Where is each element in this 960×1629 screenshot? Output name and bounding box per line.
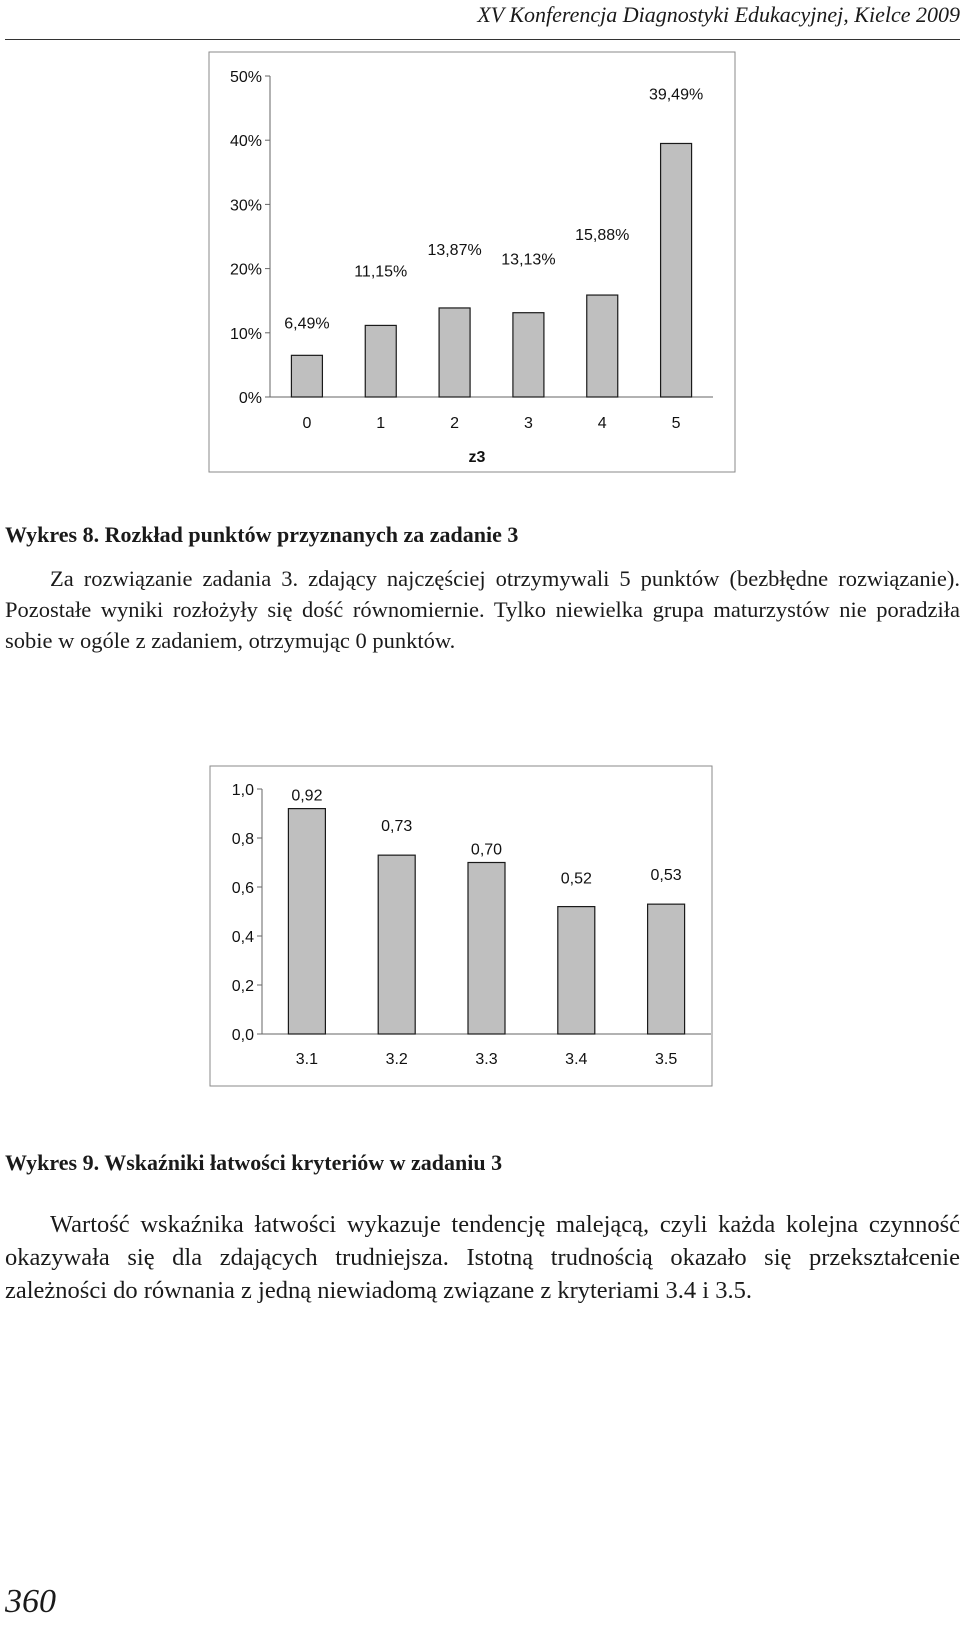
- bar-value-label: 0,73: [381, 818, 413, 836]
- bar-value-label: 13,13%: [501, 251, 556, 269]
- y-tick-label: 20%: [229, 261, 262, 279]
- y-tick-label: 1,0: [231, 782, 254, 799]
- bar: [378, 855, 415, 1034]
- y-tick-label: 10%: [229, 325, 262, 343]
- x-tick-label: 3.3: [475, 1051, 498, 1068]
- y-tick-label: 0,2: [231, 978, 254, 995]
- bar: [558, 907, 595, 1034]
- x-tick-label: 3.5: [654, 1051, 678, 1068]
- x-tick-label: 3.4: [565, 1051, 588, 1068]
- bar: [648, 904, 685, 1034]
- figure-caption-8: Wykres 8. Rozkład punktów przyznanych za zadanie 3: [5, 522, 519, 547]
- page-number: 360: [5, 1583, 56, 1620]
- x-tick-label: 3: [523, 415, 533, 432]
- bar-value-label: 11,15%: [354, 263, 408, 281]
- y-tick-label: 0,6: [231, 880, 254, 897]
- x-axis-title: z3: [468, 449, 486, 466]
- y-tick-label: 0%: [238, 390, 262, 407]
- y-tick-label: 50%: [229, 69, 262, 86]
- bar-value-label: 0,53: [650, 867, 682, 885]
- y-tick-label: 0,4: [231, 929, 254, 946]
- figure-caption-9: Wykres 9. Wskaźniki łatwości kryteriów w zadaniu 3: [5, 1150, 503, 1175]
- x-tick-label: 2: [450, 415, 460, 432]
- x-tick-label: 4: [597, 415, 607, 432]
- y-tick-label: 0,0: [231, 1027, 254, 1044]
- paragraph-2: [5, 1208, 960, 1307]
- paragraph-1-text: Za rozwiązanie zadania 3. zdający najczęściej otrzymywali 5 punktów (bezbłędne rozwiązanie). Pozostałe wyniki rozłożyły się dość równomiernie. Tylko niewielka grupa maturzystów nie poradziła sobie w ogóle z zadaniem, otrzymując 0 punktów.: [5, 566, 960, 653]
- x-tick-label: 1: [376, 415, 386, 432]
- paragraph-2-text: Wartość wskaźnika łatwości wykazuje tendencję malejącą, czyli każda kolejna czynność okazywała się dla zdających trudniejsza. Istotną trudnością okazało się przekształcenie zależności do równania z jedną niewiadomą związane z kryteriami 3.4 i 3.5.: [5, 1211, 960, 1304]
- bar-value-label: 0,70: [470, 841, 503, 859]
- bar: [468, 863, 505, 1035]
- bar-value-label: 39,49%: [648, 86, 704, 104]
- bar-value-label: 13,87%: [427, 241, 482, 259]
- bar-value-label: 6,49%: [284, 315, 330, 333]
- x-tick-label: 5: [671, 415, 681, 432]
- bar: [288, 809, 325, 1034]
- x-tick-label: 3.1: [295, 1051, 319, 1068]
- running-head: XV Konferencja Diagnostyki Edukacyjnej, Kielce 2009: [477, 2, 960, 27]
- bar-value-label: 0,92: [291, 787, 323, 805]
- bar-value-label: 0,52: [560, 870, 592, 888]
- bar-value-label: 15,88%: [575, 227, 630, 245]
- y-tick-label: 0,8: [231, 831, 254, 848]
- chart-frame: [210, 766, 712, 1086]
- y-tick-label: 40%: [229, 133, 262, 151]
- x-tick-label: 3.2: [385, 1051, 408, 1068]
- y-tick-label: 30%: [229, 197, 262, 215]
- x-tick-label: 0: [302, 415, 312, 432]
